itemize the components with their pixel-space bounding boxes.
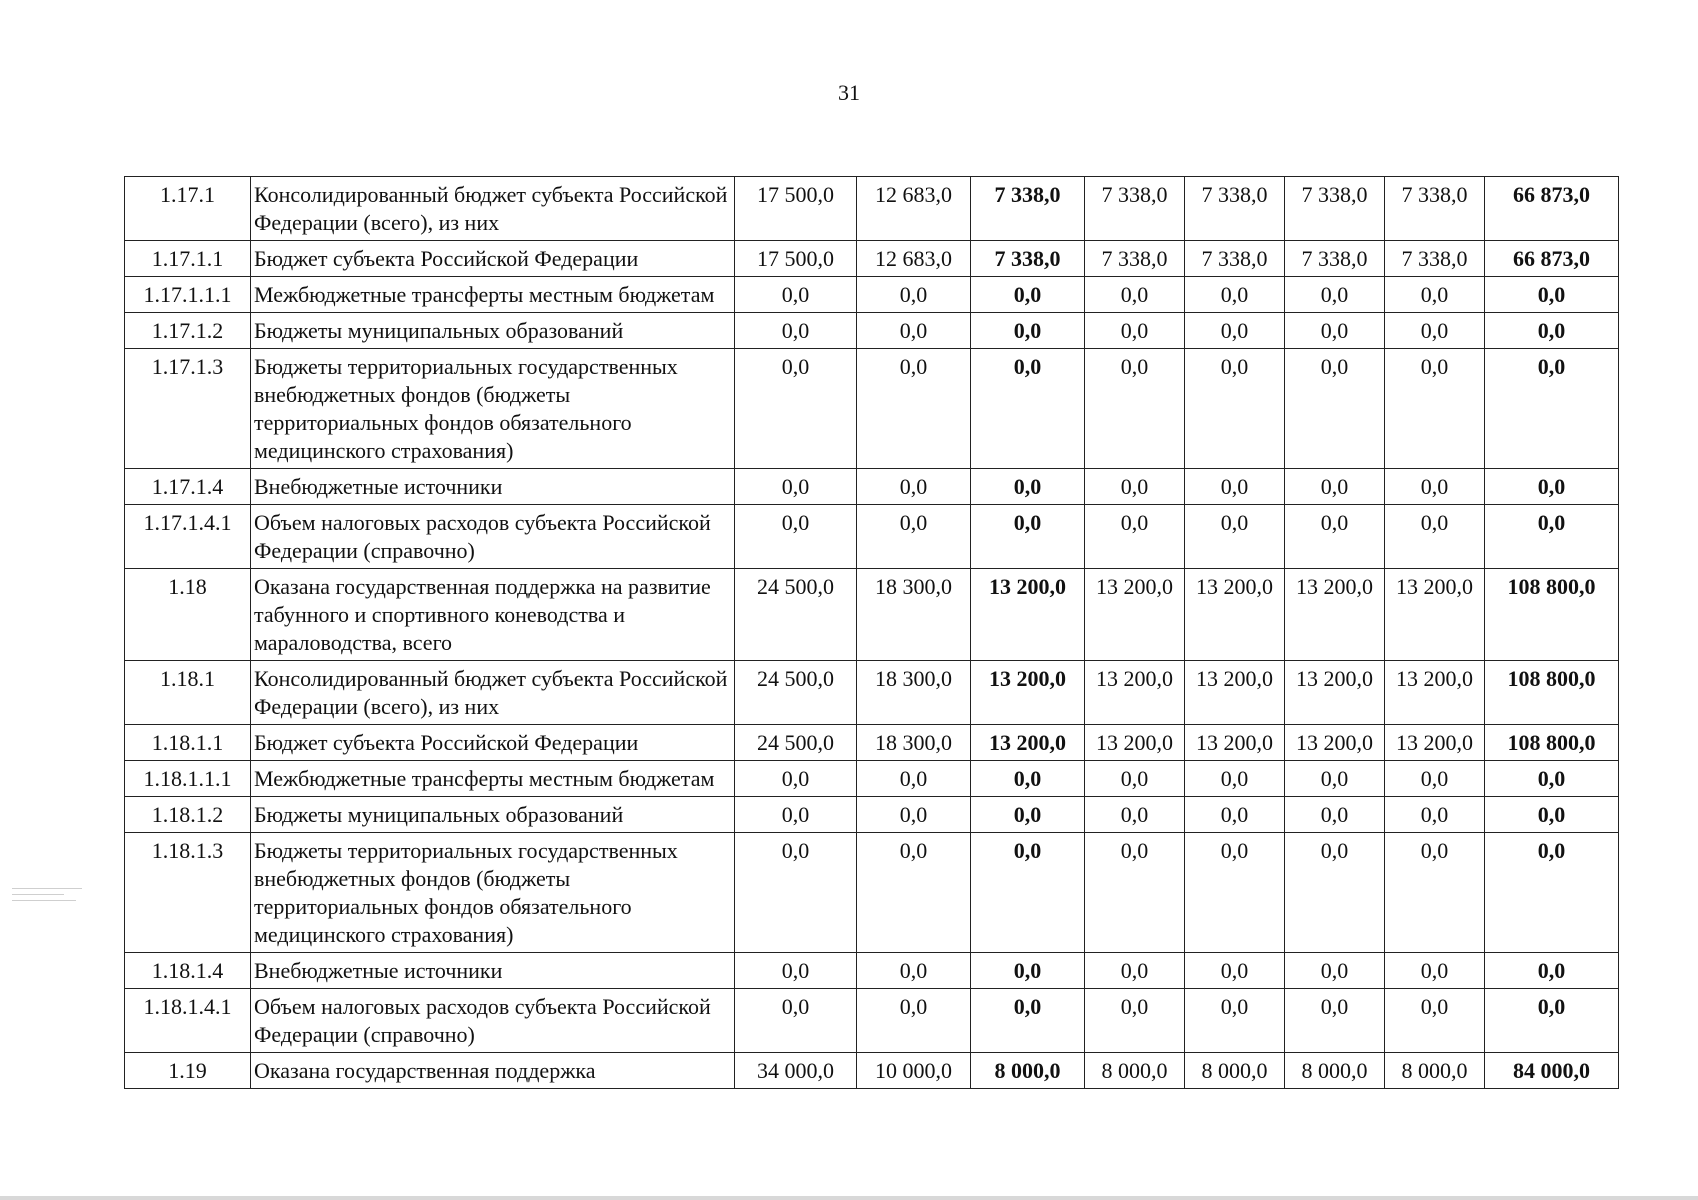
table-row [125,761,1619,797]
row-code: 1.17.1.4.1 [125,505,251,569]
row-year-value: 0,0 [971,833,1085,953]
row-total-value: 0,0 [1485,349,1619,469]
row-year-value: 0,0 [971,505,1085,569]
row-year-value: 0,0 [735,797,857,833]
row-description: Оказана государственная поддержка [251,1053,735,1089]
row-year-value: 0,0 [1185,761,1285,797]
row-year-value: 18 300,0 [857,725,971,761]
row-year-value: 0,0 [735,313,857,349]
row-total-value: 108 800,0 [1485,569,1619,661]
row-year-value: 0,0 [1085,349,1185,469]
row-code: 1.17.1 [125,177,251,241]
row-description: Бюджеты муниципальных образований [251,313,735,349]
row-description: Консолидированный бюджет субъекта Российской Федерации (всего), из них [251,177,735,241]
row-code: 1.18.1 [125,661,251,725]
row-year-value: 13 200,0 [1085,661,1185,725]
row-total-value: 84 000,0 [1485,1053,1619,1089]
row-total-value: 0,0 [1485,313,1619,349]
row-description: Бюджеты муниципальных образований [251,797,735,833]
row-year-value: 0,0 [1385,953,1485,989]
row-year-value: 0,0 [971,277,1085,313]
row-description: Оказана государственная поддержка на развитие табунного и спортивного коневодства и мараловодства, всего [251,569,735,661]
row-year-value: 0,0 [1085,989,1185,1053]
table-row [125,505,1619,569]
row-description: Внебюджетные источники [251,469,735,505]
row-year-value: 7 338,0 [971,177,1085,241]
table-row [125,569,1619,661]
row-year-value: 24 500,0 [735,569,857,661]
row-year-value: 0,0 [735,953,857,989]
row-year-value: 0,0 [735,989,857,1053]
row-total-value: 108 800,0 [1485,725,1619,761]
row-year-value: 0,0 [1185,349,1285,469]
table-row [125,241,1619,277]
row-year-value: 0,0 [1085,953,1185,989]
row-code: 1.17.1.1 [125,241,251,277]
row-year-value: 0,0 [1385,989,1485,1053]
row-year-value: 34 000,0 [735,1053,857,1089]
row-code: 1.17.1.3 [125,349,251,469]
row-total-value: 66 873,0 [1485,177,1619,241]
row-year-value: 13 200,0 [1185,725,1285,761]
row-description: Консолидированный бюджет субъекта Российской Федерации (всего), из них [251,661,735,725]
row-year-value: 0,0 [971,469,1085,505]
row-code: 1.18.1.3 [125,833,251,953]
page-number: 31 [838,80,860,105]
table-row [125,277,1619,313]
row-description: Бюджеты территориальных государственных внебюджетных фондов (бюджеты территориальных фондов обязательного медицинского страхования) [251,349,735,469]
row-total-value: 0,0 [1485,277,1619,313]
row-year-value: 13 200,0 [1285,725,1385,761]
row-year-value: 0,0 [1285,313,1385,349]
row-year-value: 0,0 [1385,761,1485,797]
row-description: Межбюджетные трансферты местным бюджетам [251,761,735,797]
row-code: 1.17.1.2 [125,313,251,349]
row-year-value: 0,0 [971,953,1085,989]
row-year-value: 0,0 [857,505,971,569]
row-year-value: 17 500,0 [735,177,857,241]
row-year-value: 0,0 [1285,349,1385,469]
row-code: 1.18.1.2 [125,797,251,833]
row-year-value: 0,0 [1385,505,1485,569]
row-year-value: 13 200,0 [971,725,1085,761]
row-code: 1.19 [125,1053,251,1089]
row-total-value: 0,0 [1485,505,1619,569]
row-year-value: 13 200,0 [1085,725,1185,761]
row-year-value: 18 300,0 [857,661,971,725]
row-description: Бюджет субъекта Российской Федерации [251,241,735,277]
row-year-value: 0,0 [1385,797,1485,833]
row-year-value: 0,0 [1185,833,1285,953]
row-code: 1.18.1.1.1 [125,761,251,797]
row-year-value: 0,0 [1085,505,1185,569]
table-body [125,177,1619,1089]
table-row [125,989,1619,1053]
row-year-value: 13 200,0 [971,661,1085,725]
table-row [125,953,1619,989]
row-year-value: 12 683,0 [857,241,971,277]
row-description: Объем налоговых расходов субъекта Российской Федерации (справочно) [251,505,735,569]
row-year-value: 0,0 [1085,277,1185,313]
row-year-value: 0,0 [971,989,1085,1053]
row-code: 1.17.1.4 [125,469,251,505]
row-year-value: 0,0 [735,469,857,505]
row-description: Бюджет субъекта Российской Федерации [251,725,735,761]
row-description: Межбюджетные трансферты местным бюджетам [251,277,735,313]
row-year-value: 0,0 [1385,349,1485,469]
row-year-value: 13 200,0 [1385,725,1485,761]
row-year-value: 13 200,0 [971,569,1085,661]
row-year-value: 13 200,0 [1385,661,1485,725]
row-year-value: 7 338,0 [1285,241,1385,277]
row-year-value: 0,0 [735,761,857,797]
row-year-value: 17 500,0 [735,241,857,277]
row-year-value: 0,0 [1285,761,1385,797]
row-year-value: 18 300,0 [857,569,971,661]
row-year-value: 0,0 [971,313,1085,349]
row-year-value: 0,0 [1185,797,1285,833]
row-year-value: 0,0 [735,349,857,469]
row-year-value: 12 683,0 [857,177,971,241]
row-year-value: 0,0 [1285,469,1385,505]
row-year-value: 0,0 [1385,313,1485,349]
row-year-value: 13 200,0 [1385,569,1485,661]
row-year-value: 0,0 [1285,277,1385,313]
row-year-value: 0,0 [857,833,971,953]
row-year-value: 0,0 [735,277,857,313]
row-year-value: 0,0 [971,349,1085,469]
table-row [125,469,1619,505]
row-total-value: 0,0 [1485,761,1619,797]
row-year-value: 8 000,0 [1385,1053,1485,1089]
row-year-value: 0,0 [1285,833,1385,953]
row-description: Объем налоговых расходов субъекта Российской Федерации (справочно) [251,989,735,1053]
row-total-value: 0,0 [1485,797,1619,833]
row-year-value: 0,0 [857,797,971,833]
row-year-value: 24 500,0 [735,661,857,725]
row-year-value: 13 200,0 [1285,569,1385,661]
row-year-value: 0,0 [1185,505,1285,569]
row-year-value: 8 000,0 [1185,1053,1285,1089]
table-row [125,661,1619,725]
row-year-value: 0,0 [1285,797,1385,833]
row-year-value: 0,0 [857,469,971,505]
row-year-value: 7 338,0 [1085,241,1185,277]
row-year-value: 0,0 [1185,953,1285,989]
row-year-value: 0,0 [1185,989,1285,1053]
page-bottom-edge [0,1196,1698,1200]
row-year-value: 0,0 [1085,313,1185,349]
row-total-value: 0,0 [1485,833,1619,953]
row-year-value: 0,0 [1285,505,1385,569]
row-year-value: 0,0 [1085,797,1185,833]
row-code: 1.17.1.1.1 [125,277,251,313]
row-year-value: 8 000,0 [1285,1053,1385,1089]
row-year-value: 0,0 [1185,469,1285,505]
table-row [125,797,1619,833]
table-row [125,177,1619,241]
row-code: 1.18.1.4.1 [125,989,251,1053]
row-year-value: 0,0 [857,349,971,469]
row-year-value: 13 200,0 [1185,661,1285,725]
row-year-value: 0,0 [857,953,971,989]
row-year-value: 24 500,0 [735,725,857,761]
row-year-value: 0,0 [1385,277,1485,313]
row-description: Внебюджетные источники [251,953,735,989]
row-year-value: 0,0 [857,277,971,313]
row-code: 1.18.1.4 [125,953,251,989]
row-year-value: 7 338,0 [1285,177,1385,241]
row-year-value: 7 338,0 [1085,177,1185,241]
row-year-value: 0,0 [735,833,857,953]
row-year-value: 13 200,0 [1185,569,1285,661]
table-row [125,349,1619,469]
row-total-value: 66 873,0 [1485,241,1619,277]
row-total-value: 108 800,0 [1485,661,1619,725]
row-code: 1.18 [125,569,251,661]
row-year-value: 7 338,0 [971,241,1085,277]
row-year-value: 7 338,0 [1385,177,1485,241]
row-year-value: 0,0 [857,989,971,1053]
table-row [125,725,1619,761]
row-total-value: 0,0 [1485,953,1619,989]
row-year-value: 0,0 [971,761,1085,797]
row-year-value: 8 000,0 [1085,1053,1185,1089]
row-year-value: 13 200,0 [1285,661,1385,725]
row-year-value: 7 338,0 [1385,241,1485,277]
row-year-value: 7 338,0 [1185,241,1285,277]
row-year-value: 0,0 [1185,313,1285,349]
row-year-value: 0,0 [971,797,1085,833]
row-year-value: 13 200,0 [1085,569,1185,661]
row-total-value: 0,0 [1485,989,1619,1053]
table-row [125,1053,1619,1089]
row-year-value: 7 338,0 [1185,177,1285,241]
row-description: Бюджеты территориальных государственных внебюджетных фондов (бюджеты территориальных фондов обязательного медицинского страхования) [251,833,735,953]
table-row [125,833,1619,953]
row-code: 1.18.1.1 [125,725,251,761]
row-year-value: 0,0 [857,761,971,797]
row-total-value: 0,0 [1485,469,1619,505]
scan-artifact [12,888,84,912]
row-year-value: 0,0 [1285,989,1385,1053]
budget-table [124,176,1619,1089]
row-year-value: 10 000,0 [857,1053,971,1089]
row-year-value: 0,0 [1285,953,1385,989]
row-year-value: 0,0 [1085,833,1185,953]
row-year-value: 0,0 [857,313,971,349]
row-year-value: 0,0 [735,505,857,569]
row-year-value: 8 000,0 [971,1053,1085,1089]
row-year-value: 0,0 [1185,277,1285,313]
row-year-value: 0,0 [1085,469,1185,505]
row-year-value: 0,0 [1085,761,1185,797]
row-year-value: 0,0 [1385,469,1485,505]
table-row [125,313,1619,349]
row-year-value: 0,0 [1385,833,1485,953]
